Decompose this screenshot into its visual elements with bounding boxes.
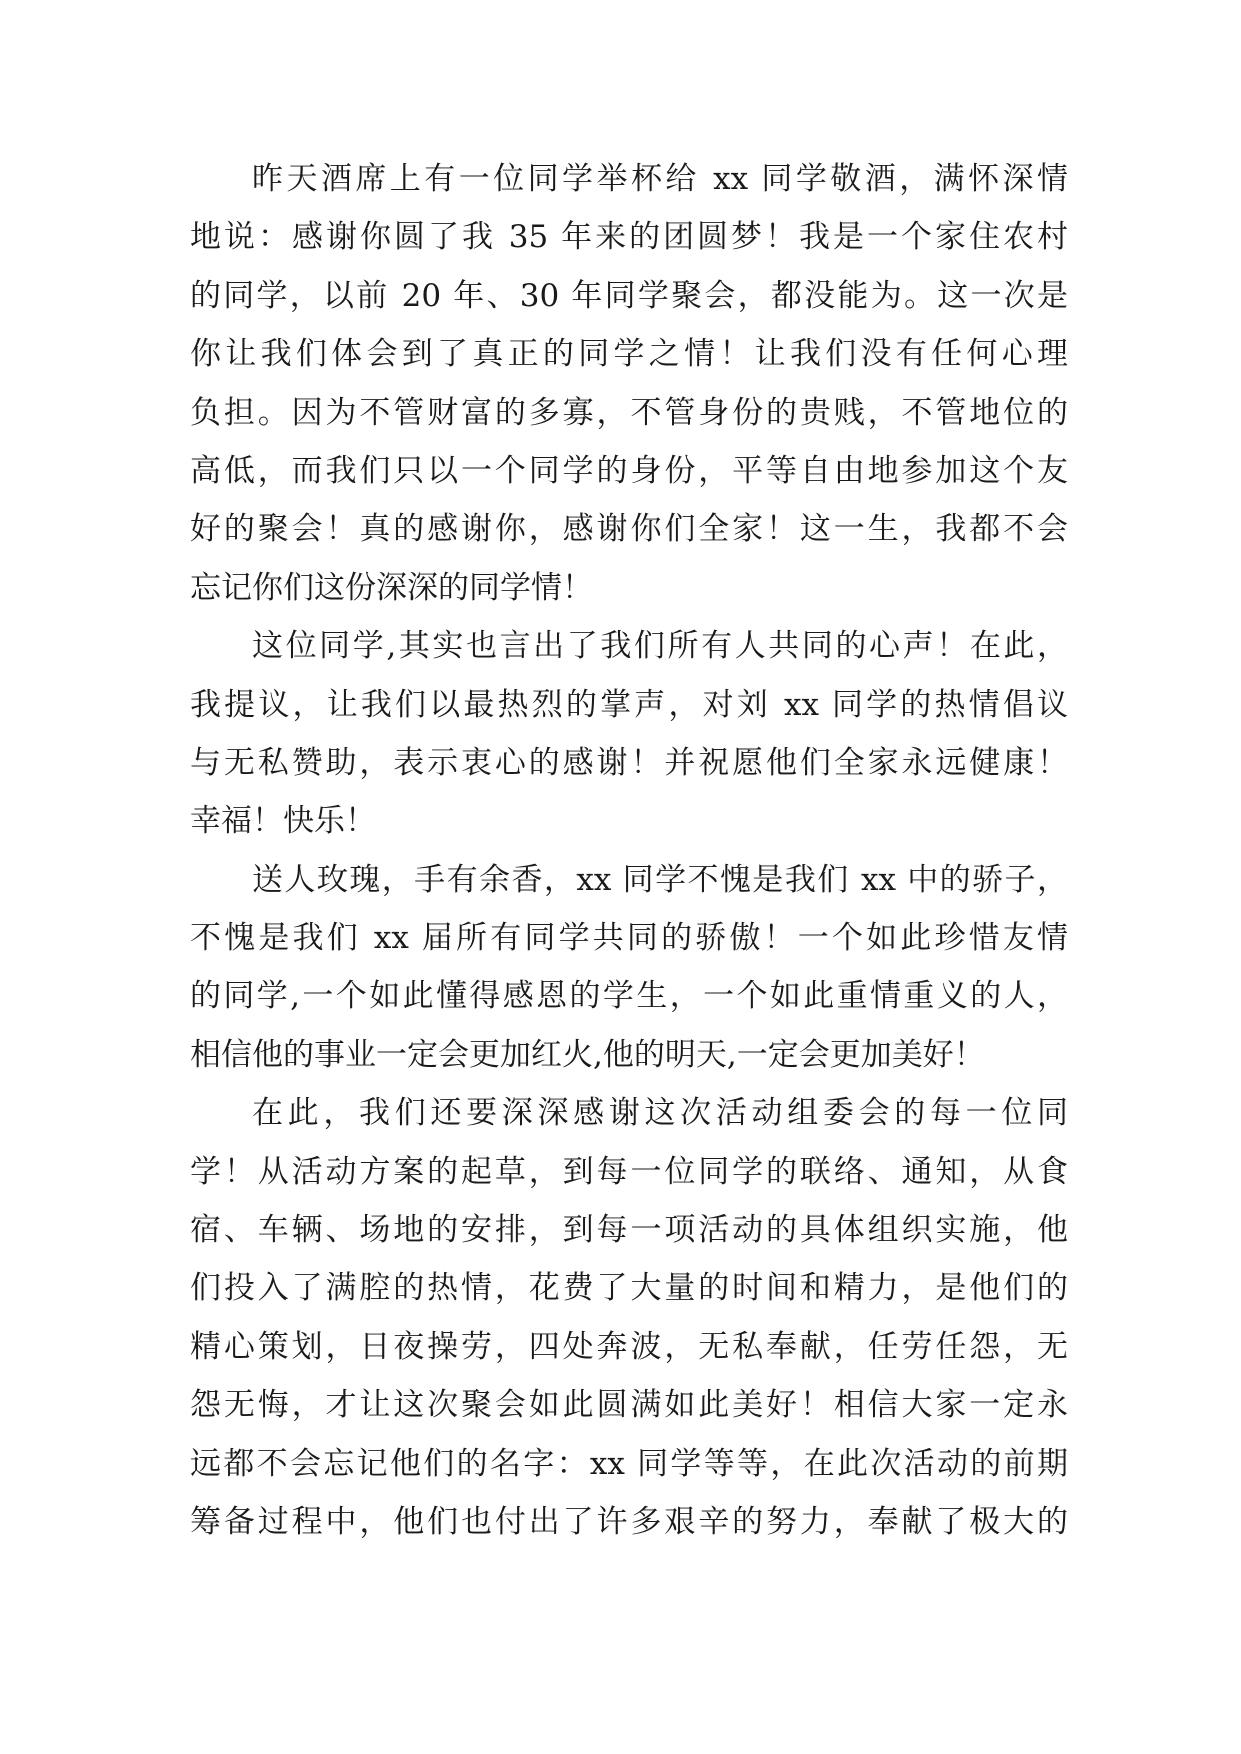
text-line: 这位同学,其实也言出了我们所有人共同的心声！在此， (252, 628, 1068, 665)
text-line: 幸福！快乐！ (190, 803, 376, 840)
text-line: 我提议，让我们以最热烈的掌声，对刘 xx 同学的热情倡议 (190, 686, 1068, 723)
text-line: 们投入了满腔的热情，花费了大量的时间和精力，是他们的 (190, 1270, 1068, 1307)
text-line: 忘记你们这份深深的同学情！ (190, 569, 593, 606)
text-line: 的同学,一个如此懂得感恩的学生，一个如此重情重义的人， (190, 978, 1068, 1015)
text-line: 怨无悔，才让这次聚会如此圆满如此美好！相信大家一定永 (190, 1387, 1068, 1424)
text-line: 在此，我们还要深深感谢这次活动组委会的每一位同 (252, 1095, 1068, 1132)
text-line: 与无私赞助，表示衷心的感谢！并祝愿他们全家永远健康！ (190, 744, 1068, 781)
paragraph-4 (190, 1084, 1068, 1551)
text-line: 你让我们体会到了真正的同学之情！让我们没有任何心理 (190, 336, 1068, 373)
text-line: 精心策划，日夜操劳，四处奔波，无私奉献，任劳任怨，无 (190, 1328, 1068, 1365)
text-line: 高低，而我们只以一个同学的身份，平等自由地参加这个友 (190, 452, 1068, 489)
text-line: 筹备过程中，他们也付出了许多艰辛的努力，奉献了极大的 (190, 1503, 1068, 1540)
text-line: 学！从活动方案的起草，到每一位同学的联络、通知，从食 (190, 1153, 1068, 1190)
text-line: 远都不会忘记他们的名字：xx 同学等等，在此次活动的前期 (190, 1445, 1068, 1482)
text-line: 相信他的事业一定会更加红火,他的明天,一定会更加美好！ (190, 1036, 985, 1073)
text-line: 地说：感谢你圆了我 35 年来的团圆梦！我是一个家住农村 (190, 219, 1068, 256)
text-line: 送人玫瑰，手有余香，xx 同学不愧是我们 xx 中的骄子， (252, 861, 1068, 898)
text-line: 昨天酒席上有一位同学举杯给 xx 同学敬酒，满怀深情 (252, 161, 1068, 197)
paragraph-1 (190, 150, 1068, 617)
paragraph-3 (190, 851, 1068, 1085)
paragraph-2 (190, 617, 1068, 851)
document-body (190, 150, 1068, 1551)
text-line: 好的聚会！真的感谢你，感谢你们全家！这一生，我都不会 (190, 511, 1068, 548)
text-line: 负担。因为不管财富的多寡，不管身份的贵贱，不管地位的 (190, 394, 1068, 431)
text-line: 不愧是我们 xx 届所有同学共同的骄傲！一个如此珍惜友情 (190, 920, 1068, 957)
text-line: 的同学，以前 20 年、30 年同学聚会，都没能为。这一次是 (190, 277, 1068, 314)
text-line: 宿、车辆、场地的安排，到每一项活动的具体组织实施，他 (190, 1212, 1068, 1249)
